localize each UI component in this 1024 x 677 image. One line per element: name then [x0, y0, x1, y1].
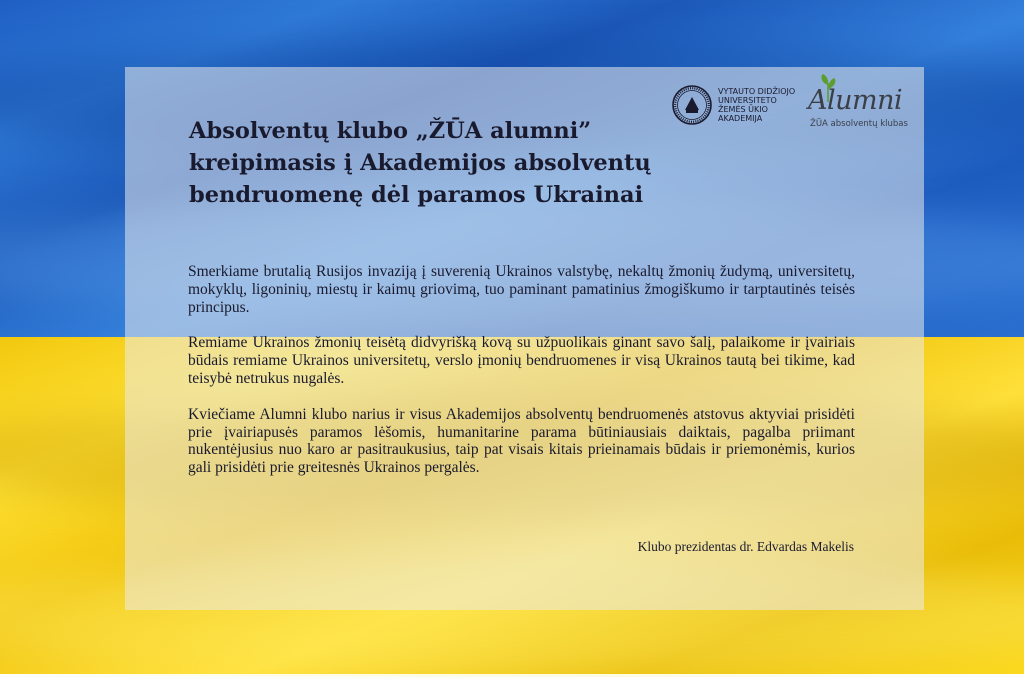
body-paragraph: Kviečiame Alumni klubo narius ir visus Akademijos absolventų bendruomenės atstovus aktyviai prisidėti prie įvairiapusės paramos lėšomis, humanitarine parama būtiniausiais daiktais, pagalba priimant nukentėjusius nuo karo ar pasitraukusius, taip pat visais kitais prieinamais būdais ir priemonėmis, kurios gali prisidėti prie greitesnės Ukrainos pergalės.	[188, 405, 855, 477]
alumni-logo-word: Alumni	[808, 85, 903, 116]
vdu-logo-text	[718, 87, 808, 123]
body-paragraph: Smerkiame brutalią Rusijos invaziją į suverenią Ukrainos valstybę, nekaltų žmonių žudymą, universitetų, mokyklų, ligoninių, miestų ir kaimų griovimą, tuo paminant pamatinius žmogiškumo ir tarptautinės teisės principus.	[188, 263, 855, 316]
announcement-title: Absolventų klubo „ŽŪA alumni” kreipimasis į Akademijos absolventų bendruomenę dėl paramos Ukrainai	[189, 118, 651, 208]
vdu-logo-line: ŽEMĖS ŪKIO	[718, 105, 768, 114]
vdu-seal-logo	[672, 85, 712, 125]
logos	[670, 71, 920, 133]
vdu-logo-line: VYTAUTO DIDŽIOJO	[718, 87, 796, 96]
announcement-panel	[125, 67, 924, 610]
signature: Klubo prezidentas dr. Edvardas Makelis	[637, 539, 854, 554]
alumni-logo-subtitle: ŽŪA absolventų klubas	[810, 119, 908, 129]
vdu-logo-line: UNIVERSITETO	[718, 96, 777, 105]
body-paragraph: Remiame Ukrainos žmonių teisėtą didvyrišką kovą su užpuolikais ginant savo šalį, palaikome ir įvairiais būdais remiame Ukrainos universitetų, verslo įmonių bendruomenes ir visą Ukrainos tautą bei tikime, kad teisybė netrukus nugalės.	[188, 334, 855, 387]
vdu-logo-line: AKADEMIJA	[718, 114, 763, 123]
announcement-body	[188, 263, 855, 495]
